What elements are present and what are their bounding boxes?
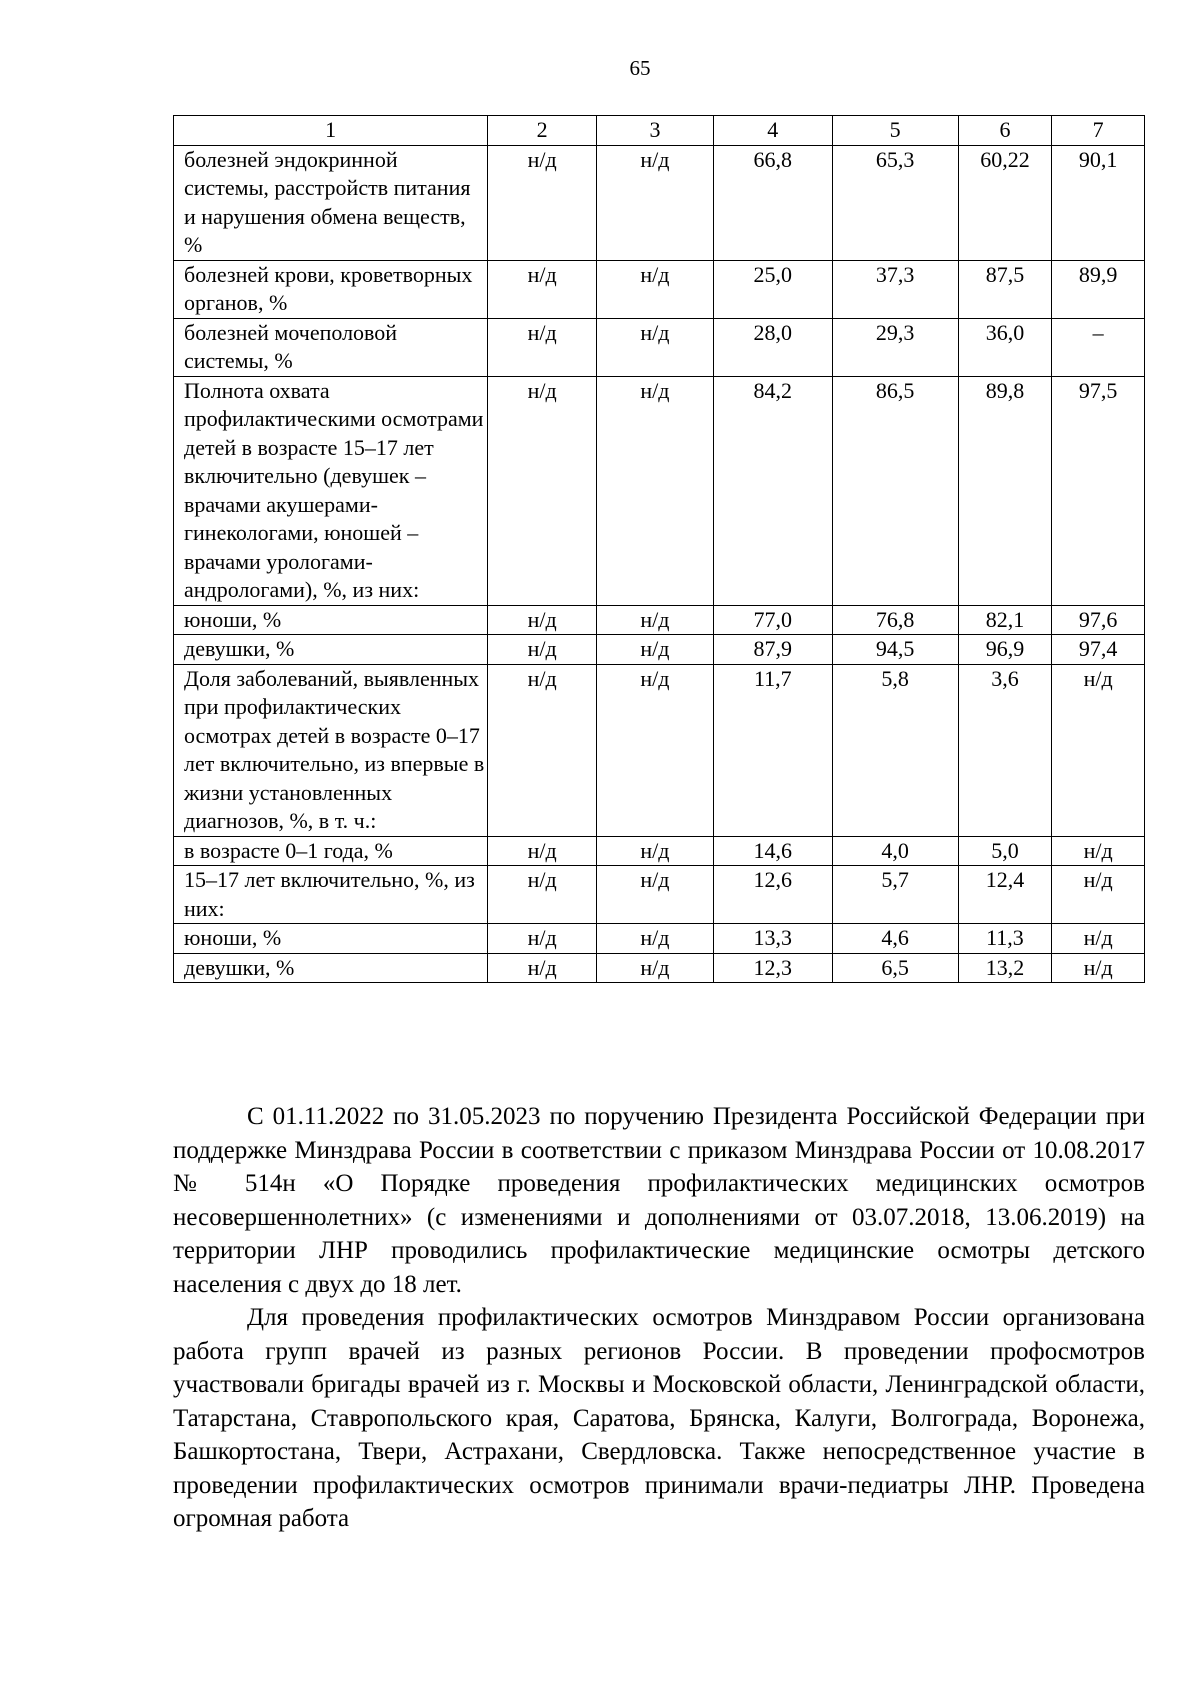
table-row — [174, 664, 1145, 836]
value-cell: н/д — [597, 260, 714, 318]
value-cell: н/д — [597, 635, 714, 665]
value-cell: 87,5 — [958, 260, 1052, 318]
value-cell: н/д — [597, 953, 714, 983]
value-cell: 3,6 — [958, 664, 1052, 836]
value-cell: н/д — [1052, 953, 1145, 983]
value-cell: н/д — [488, 260, 597, 318]
value-cell: н/д — [1052, 664, 1145, 836]
value-cell: 37,3 — [832, 260, 958, 318]
value-cell: н/д — [488, 836, 597, 866]
value-cell: 94,5 — [832, 635, 958, 665]
table-row — [174, 836, 1145, 866]
value-cell: н/д — [597, 605, 714, 635]
row-label-cell: болезней эндокринной системы, расстройств питания и нарушения обмена веществ, % — [174, 145, 488, 260]
value-cell: 97,4 — [1052, 635, 1145, 665]
paragraph: С 01.11.2022 по 31.05.2023 по поручению Президента Российской Федерации при поддержке Минздрава России в соответствии с приказом Минздрава России от 10.08.2017 № 514н «О Порядке проведения профилактических медицинских осмотров несовершеннолетних» (с изменениями и дополнениями от 03.07.2018, 13.06.2019) на территории ЛНР проводились профилактические медицинские осмотры детского населения с двух до 18 лет. — [173, 1103, 1145, 1298]
table-row — [174, 605, 1145, 635]
value-cell: 12,4 — [958, 866, 1052, 924]
value-cell: 77,0 — [713, 605, 832, 635]
value-cell: 28,0 — [713, 318, 832, 376]
value-cell: 14,6 — [713, 836, 832, 866]
value-cell: 5,0 — [958, 836, 1052, 866]
row-label-cell: девушки, % — [174, 953, 488, 983]
column-header: 5 — [832, 116, 958, 146]
column-header: 1 — [174, 116, 488, 146]
table-row — [174, 376, 1145, 605]
value-cell: н/д — [597, 145, 714, 260]
row-label-cell: юноши, % — [174, 924, 488, 954]
value-cell: 97,5 — [1052, 376, 1145, 605]
value-cell: 6,5 — [832, 953, 958, 983]
value-cell: 4,0 — [832, 836, 958, 866]
row-label-cell: юноши, % — [174, 605, 488, 635]
paragraph: Для проведения профилактических осмотров Минздравом России организована работа групп врачей из разных регионов России. В проведении профосмотров участвовали бригады врачей из г. Москвы и Московской области, Ленинградской области, Татарстана, Ставропольского края, Саратова, Брянска, Калуги, Волгограда, Воронежа, Башкортостана, Твери, Астрахани, Свердловска. Также непосредственное участие в проведении профилактических осмотров принимали врачи-педиатры ЛНР. Проведена огромная работа — [173, 1304, 1145, 1532]
value-cell: 66,8 — [713, 145, 832, 260]
value-cell: 90,1 — [1052, 145, 1145, 260]
value-cell: н/д — [488, 866, 597, 924]
value-cell: 13,3 — [713, 924, 832, 954]
value-cell: н/д — [597, 866, 714, 924]
value-cell: н/д — [488, 376, 597, 605]
value-cell: 89,9 — [1052, 260, 1145, 318]
value-cell: н/д — [488, 635, 597, 665]
value-cell: 12,6 — [713, 866, 832, 924]
value-cell: 11,3 — [958, 924, 1052, 954]
row-label-cell: девушки, % — [174, 635, 488, 665]
value-cell: 86,5 — [832, 376, 958, 605]
value-cell: н/д — [488, 664, 597, 836]
value-cell: 84,2 — [713, 376, 832, 605]
row-label-cell: Полнота охвата профилактическими осмотрами детей в возрасте 15–17 лет включительно (девушек – врачами акушерами-гинекологами, юношей – врачами урологами-андрологами), %, из них: — [174, 376, 488, 605]
value-cell: 25,0 — [713, 260, 832, 318]
column-header: 3 — [597, 116, 714, 146]
value-cell: н/д — [1052, 924, 1145, 954]
value-cell: 5,7 — [832, 866, 958, 924]
value-cell: н/д — [1052, 836, 1145, 866]
value-cell: 13,2 — [958, 953, 1052, 983]
value-cell: 4,6 — [832, 924, 958, 954]
value-cell: 65,3 — [832, 145, 958, 260]
table-row — [174, 260, 1145, 318]
body-text — [173, 1100, 1145, 1536]
value-cell: н/д — [597, 836, 714, 866]
value-cell: 60,22 — [958, 145, 1052, 260]
value-cell: н/д — [597, 924, 714, 954]
value-cell: 11,7 — [713, 664, 832, 836]
value-cell: н/д — [488, 318, 597, 376]
value-cell: – — [1052, 318, 1145, 376]
page-number: 65 — [629, 56, 651, 80]
value-cell: н/д — [1052, 866, 1145, 924]
value-cell: 87,9 — [713, 635, 832, 665]
value-cell: 96,9 — [958, 635, 1052, 665]
value-cell: н/д — [488, 145, 597, 260]
table-header-row — [174, 116, 1145, 146]
column-header: 4 — [713, 116, 832, 146]
value-cell: 29,3 — [832, 318, 958, 376]
row-label-cell: болезней крови, кроветворных органов, % — [174, 260, 488, 318]
row-label-cell: Доля заболеваний, выявленных при профилактических осмотрах детей в возрасте 0–17 лет включительно, из впервые в жизни установленных диагнозов, %, в т. ч.: — [174, 664, 488, 836]
row-label-cell: в возрасте 0–1 года, % — [174, 836, 488, 866]
value-cell: н/д — [597, 318, 714, 376]
value-cell: 12,3 — [713, 953, 832, 983]
table-row — [174, 318, 1145, 376]
value-cell: н/д — [488, 924, 597, 954]
value-cell: н/д — [488, 605, 597, 635]
statistics-table — [173, 115, 1145, 983]
table-row — [174, 145, 1145, 260]
value-cell: 89,8 — [958, 376, 1052, 605]
table-row — [174, 924, 1145, 954]
table-body — [174, 145, 1145, 983]
value-cell: 82,1 — [958, 605, 1052, 635]
column-header: 2 — [488, 116, 597, 146]
value-cell: 97,6 — [1052, 605, 1145, 635]
table-row — [174, 635, 1145, 665]
value-cell: н/д — [597, 376, 714, 605]
row-label-cell: болезней мочеполовой системы, % — [174, 318, 488, 376]
value-cell: н/д — [597, 664, 714, 836]
value-cell: н/д — [488, 953, 597, 983]
row-label-cell: 15–17 лет включительно, %, из них: — [174, 866, 488, 924]
column-header: 7 — [1052, 116, 1145, 146]
table-row — [174, 953, 1145, 983]
value-cell: 36,0 — [958, 318, 1052, 376]
column-header: 6 — [958, 116, 1052, 146]
table-row — [174, 866, 1145, 924]
value-cell: 5,8 — [832, 664, 958, 836]
value-cell: 76,8 — [832, 605, 958, 635]
